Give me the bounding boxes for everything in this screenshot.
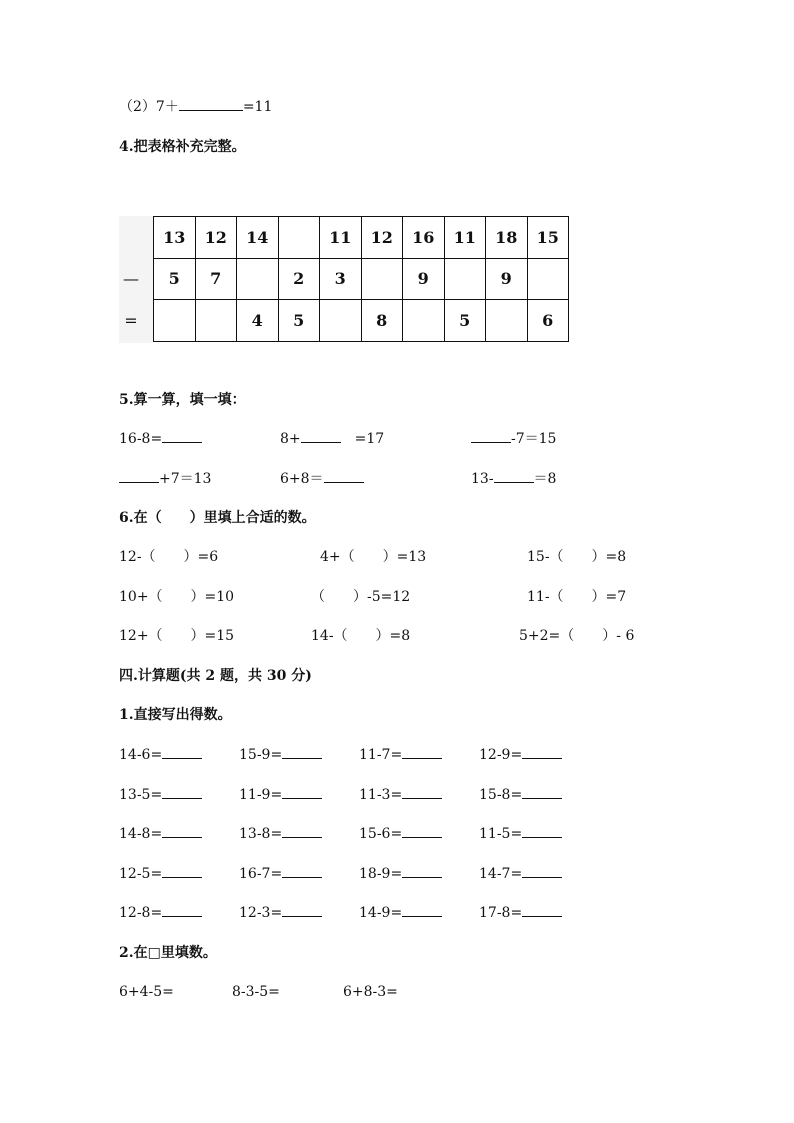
table-cell: 13 (154, 217, 196, 259)
calc-expression: 17-8= (479, 905, 523, 921)
table-cell: 5 (278, 300, 320, 342)
fill-in-line-2 (119, 98, 272, 116)
table-cell: 7 (195, 258, 237, 300)
calc-expression: 14-9= (359, 905, 403, 921)
calc-item (359, 904, 442, 922)
q6-item[interactable]: 15-（ ）=8 (527, 549, 627, 565)
calc-item (239, 904, 322, 922)
answer-blank[interactable] (179, 98, 243, 111)
table-cell: 11 (320, 217, 362, 259)
calc-expression: 14-8= (119, 826, 163, 842)
answer-blank[interactable] (324, 470, 364, 483)
q5-item (280, 430, 384, 448)
answer-blank[interactable] (162, 904, 202, 917)
table-cell[interactable] (237, 258, 279, 300)
calc-expression: 12-5= (119, 866, 163, 882)
calc-item (239, 786, 322, 804)
table-cell: 2 (278, 258, 320, 300)
q6-item[interactable]: 14-（ ）=8 (311, 628, 411, 644)
table-cell: 11 (444, 217, 486, 259)
row-label-equals: = (124, 311, 138, 330)
calc-expression: 15-6= (359, 826, 403, 842)
table-cell: 5 (444, 300, 486, 342)
calc-expression: 15-8= (479, 787, 523, 803)
answer-blank[interactable] (522, 746, 562, 759)
table-cell: 12 (361, 217, 403, 259)
calc-expression: 14-6= (119, 747, 163, 763)
c2-item[interactable]: 6+8-3= (343, 984, 398, 1000)
q5-item-post: -7＝15 (511, 431, 557, 447)
table-cell: 9 (403, 258, 445, 300)
calc-expression: 12-9= (479, 747, 523, 763)
calc-expression: 14-7= (479, 866, 523, 882)
c2-title: 2.在□里填数。 (119, 945, 217, 961)
answer-blank[interactable] (282, 746, 322, 759)
q5-item-pre: 13- (471, 471, 494, 487)
table-cell[interactable] (361, 258, 403, 300)
answer-blank[interactable] (522, 904, 562, 917)
answer-blank[interactable] (282, 865, 322, 878)
answer-blank[interactable] (402, 865, 442, 878)
q5-item (119, 470, 211, 488)
table-cell: 15 (527, 217, 569, 259)
table-cell[interactable] (527, 258, 569, 300)
table-cell[interactable] (403, 300, 445, 342)
calc-item (119, 865, 202, 883)
c2-item[interactable]: 8-3-5= (232, 984, 280, 1000)
answer-blank[interactable] (162, 786, 202, 799)
table-cell: 12 (195, 217, 237, 259)
calc-expression: 11-7= (359, 747, 403, 763)
calc-expression: 16-7= (239, 866, 283, 882)
answer-blank[interactable] (282, 786, 322, 799)
calc-expression: 11-9= (239, 787, 283, 803)
calc-expression: 13-8= (239, 826, 283, 842)
table-cell[interactable] (154, 300, 196, 342)
calc-expression: 12-8= (119, 905, 163, 921)
answer-blank[interactable] (402, 746, 442, 759)
fill-suffix: =11 (242, 99, 273, 115)
calc-item (239, 865, 322, 883)
answer-blank[interactable] (162, 746, 202, 759)
calc-expression: 18-9= (359, 866, 403, 882)
calc-expression: 11-5= (479, 826, 523, 842)
table-cell: 8 (361, 300, 403, 342)
calc-item (479, 904, 562, 922)
q5-item (471, 430, 556, 448)
c1-title: 1.直接写出得数。 (119, 707, 232, 723)
calc-item (119, 746, 202, 764)
calc-item (479, 746, 562, 764)
table-row (154, 300, 569, 342)
calc-expression: 13-5= (119, 787, 163, 803)
table-cell: 9 (486, 258, 528, 300)
table-cell: 16 (403, 217, 445, 259)
section-title: 四.计算题(共 2 题，共 30 分) (119, 668, 312, 684)
table-cell[interactable] (486, 300, 528, 342)
answer-blank[interactable] (282, 904, 322, 917)
q5-item (119, 430, 202, 448)
q5-item (280, 470, 364, 488)
answer-blank[interactable] (301, 430, 341, 443)
table-cell: 4 (237, 300, 279, 342)
calc-item (359, 746, 442, 764)
answer-blank[interactable] (162, 430, 202, 443)
table-cell: 3 (320, 258, 362, 300)
calc-item (479, 825, 562, 843)
subtraction-table (153, 216, 569, 342)
q5-item (471, 470, 556, 488)
q5-item-pre: 16-8= (119, 431, 163, 447)
answer-blank[interactable] (402, 825, 442, 838)
calc-item (359, 825, 442, 843)
table-cell: 5 (154, 258, 196, 300)
calc-item (239, 746, 322, 764)
q6-item[interactable]: 11-（ ）=7 (527, 589, 627, 605)
table-cell: 14 (237, 217, 279, 259)
q5-item-pre: 6+8＝ (280, 471, 324, 487)
q5-title: 5.算一算，填一填： (119, 392, 246, 408)
calc-item (119, 825, 202, 843)
answer-blank[interactable] (522, 825, 562, 838)
table-cell: 6 (527, 300, 569, 342)
row-label-minus: — (123, 269, 139, 288)
answer-blank[interactable] (522, 865, 562, 878)
answer-blank[interactable] (402, 786, 442, 799)
answer-blank[interactable] (402, 904, 442, 917)
q6-item[interactable]: （ ）-5=12 (311, 589, 411, 605)
q5-item-pre: 8+ (280, 431, 301, 447)
answer-blank[interactable] (522, 786, 562, 799)
answer-blank[interactable] (494, 470, 534, 483)
table-cell: 18 (486, 217, 528, 259)
calc-item (479, 786, 562, 804)
table-row (154, 217, 569, 259)
q4-title: 4.把表格补充完整。 (119, 139, 246, 155)
table-cell[interactable] (195, 300, 237, 342)
q5-item-post: =17 (340, 431, 385, 447)
table-cell[interactable] (278, 217, 320, 259)
q6-item[interactable]: 4+（ ）=13 (320, 549, 427, 565)
fill-prefix: （2）7＋ (119, 99, 179, 115)
c2-item[interactable]: 6+4-5= (119, 984, 174, 1000)
answer-blank[interactable] (162, 865, 202, 878)
q6-item[interactable]: 5+2=（ ）- 6 (519, 628, 635, 644)
q5-item-post: +7＝13 (159, 471, 212, 487)
calc-expression: 11-3= (359, 787, 403, 803)
calc-item (479, 865, 562, 883)
calc-item (359, 865, 442, 883)
q6-item[interactable]: 10+（ ）=10 (119, 589, 235, 605)
table-cell[interactable] (320, 300, 362, 342)
q6-title: 6.在（ ）里填上合适的数。 (119, 510, 316, 526)
answer-blank[interactable] (162, 825, 202, 838)
answer-blank[interactable] (282, 825, 322, 838)
calc-item (119, 786, 202, 804)
q6-item[interactable]: 12+（ ）=15 (119, 628, 235, 644)
calc-item (119, 904, 202, 922)
answer-blank[interactable] (119, 470, 159, 483)
table-cell[interactable] (444, 258, 486, 300)
q6-item[interactable]: 12-（ ）=6 (119, 549, 219, 565)
table-row (154, 258, 569, 300)
answer-blank[interactable] (471, 430, 511, 443)
q5-item-post: ＝8 (533, 471, 557, 487)
calc-expression: 15-9= (239, 747, 283, 763)
calc-item (359, 786, 442, 804)
calc-item (239, 825, 322, 843)
calc-expression: 12-3= (239, 905, 283, 921)
